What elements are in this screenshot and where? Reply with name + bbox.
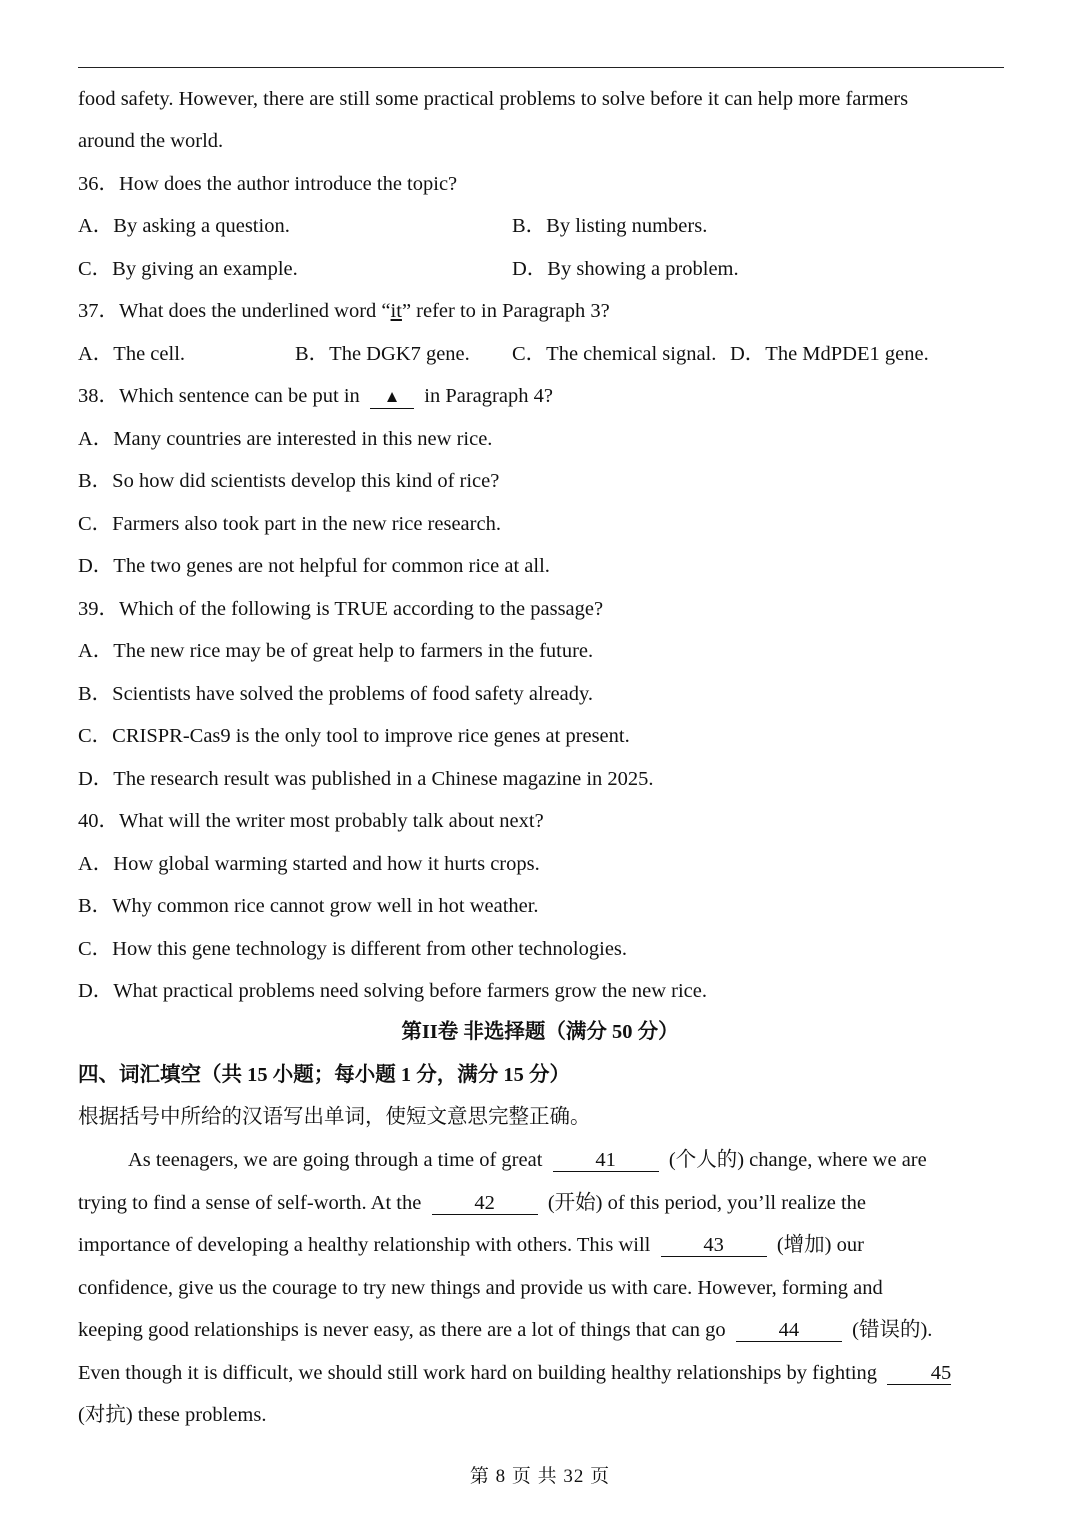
cloze-text: trying to find a sense of self-worth. At the: [78, 1192, 422, 1214]
blank-45[interactable]: 45: [887, 1362, 951, 1385]
option-37-d: D．The MdPDE1 gene.: [730, 343, 929, 365]
option-39-b: B．Scientists have solved the problems of food safety already.: [78, 683, 594, 705]
cloze-text: As teenagers, we are going through a time of great: [128, 1149, 543, 1171]
header-rule: [78, 67, 1004, 68]
option-40-d: D．What practical problems need solving before farmers grow the new rice.: [78, 980, 707, 1002]
cloze-text: keeping good relationships is never easy, as there are a lot of things that can go: [78, 1319, 726, 1341]
stem-text: 38．Which sentence can be put in: [78, 385, 360, 407]
option-38-c: C．Farmers also took part in the new rice research.: [78, 513, 501, 535]
option-39-c: C．CRISPR-Cas9 is the only tool to improve rice genes at present.: [78, 725, 630, 747]
option-37-c: C．The chemical signal.: [512, 343, 717, 365]
option-36-a: A．By asking a question.: [78, 215, 290, 237]
stem-text: 37．What does the underlined word “: [78, 300, 391, 322]
cloze-text: (个人的) change, where we are: [668, 1149, 927, 1171]
option-39-d: D．The research result was published in a Chinese magazine in 2025.: [78, 768, 654, 790]
blank-41[interactable]: 41: [553, 1149, 659, 1172]
cloze-text: (错误的).: [852, 1319, 933, 1341]
cloze-text: Even though it is difficult, we should still work hard on building healthy relationships by fighting: [78, 1362, 878, 1384]
option-37-b: B．The DGK7 gene.: [295, 343, 470, 365]
blank-43[interactable]: 43: [661, 1234, 767, 1257]
option-36-c: C．By giving an example.: [78, 258, 298, 280]
option-38-d: D．The two genes are not helpful for common rice at all.: [78, 555, 550, 577]
option-39-a: A．The new rice may be of great help to farmers in the future.: [78, 640, 594, 662]
passage-line: food safety. However, there are still some practical problems to solve before it can help more farmers: [78, 88, 909, 110]
cloze-line: [78, 1317, 932, 1343]
question-40-stem: 40．What will the writer most probably talk about next?: [78, 810, 544, 832]
stem-text: ” refer to in Paragraph 3?: [401, 300, 610, 322]
section-title: 四、词汇填空（共 15 小题；每小题 1 分，满分 15 分）: [78, 1064, 570, 1086]
option-36-d: D．By showing a problem.: [512, 258, 739, 280]
cloze-text: importance of developing a healthy relationship with others. This will: [78, 1234, 651, 1256]
cloze-line: [128, 1147, 927, 1173]
option-37-a: A．The cell.: [78, 343, 186, 365]
cloze-line: confidence, give us the courage to try new things and provide us with care. However, forming and: [78, 1277, 883, 1299]
question-39-stem: 39．Which of the following is TRUE according to the passage?: [78, 598, 604, 620]
cloze-line: [78, 1190, 866, 1216]
underlined-word: it: [390, 300, 402, 322]
option-40-a: A．How global warming started and how it hurts crops.: [78, 853, 540, 875]
question-37-stem: [78, 298, 610, 324]
passage-line: around the world.: [78, 130, 224, 152]
option-40-b: B．Why common rice cannot grow well in hot weather.: [78, 895, 539, 917]
option-36-b: B．By listing numbers.: [512, 215, 708, 237]
cloze-line: [78, 1232, 864, 1258]
option-40-c: C．How this gene technology is different from other technologies.: [78, 938, 628, 960]
page-footer: 第 8 页 共 32 页: [469, 1466, 611, 1487]
blank-42[interactable]: 42: [432, 1192, 538, 1215]
part-title: 第II卷 非选择题（满分 50 分）: [401, 1021, 679, 1043]
option-38-b: B．So how did scientists develop this kind of rice?: [78, 470, 500, 492]
stem-text: in Paragraph 4?: [424, 385, 553, 407]
cloze-line: [78, 1360, 951, 1386]
question-36-stem: 36．How does the author introduce the topic?: [78, 173, 458, 195]
cloze-text: (增加) our: [776, 1234, 864, 1256]
triangle-blank-icon: ▲: [370, 386, 414, 409]
blank-44[interactable]: 44: [736, 1319, 842, 1342]
section-instruction: 根据括号中所给的汉语写出单词，使短文意思完整正确。: [78, 1106, 591, 1128]
question-38-stem: [78, 383, 553, 409]
cloze-text: (开始) of this period, you’ll realize the: [547, 1192, 867, 1214]
cloze-line: (对抗) these problems.: [78, 1404, 267, 1426]
option-38-a: A．Many countries are interested in this new rice.: [78, 428, 493, 450]
